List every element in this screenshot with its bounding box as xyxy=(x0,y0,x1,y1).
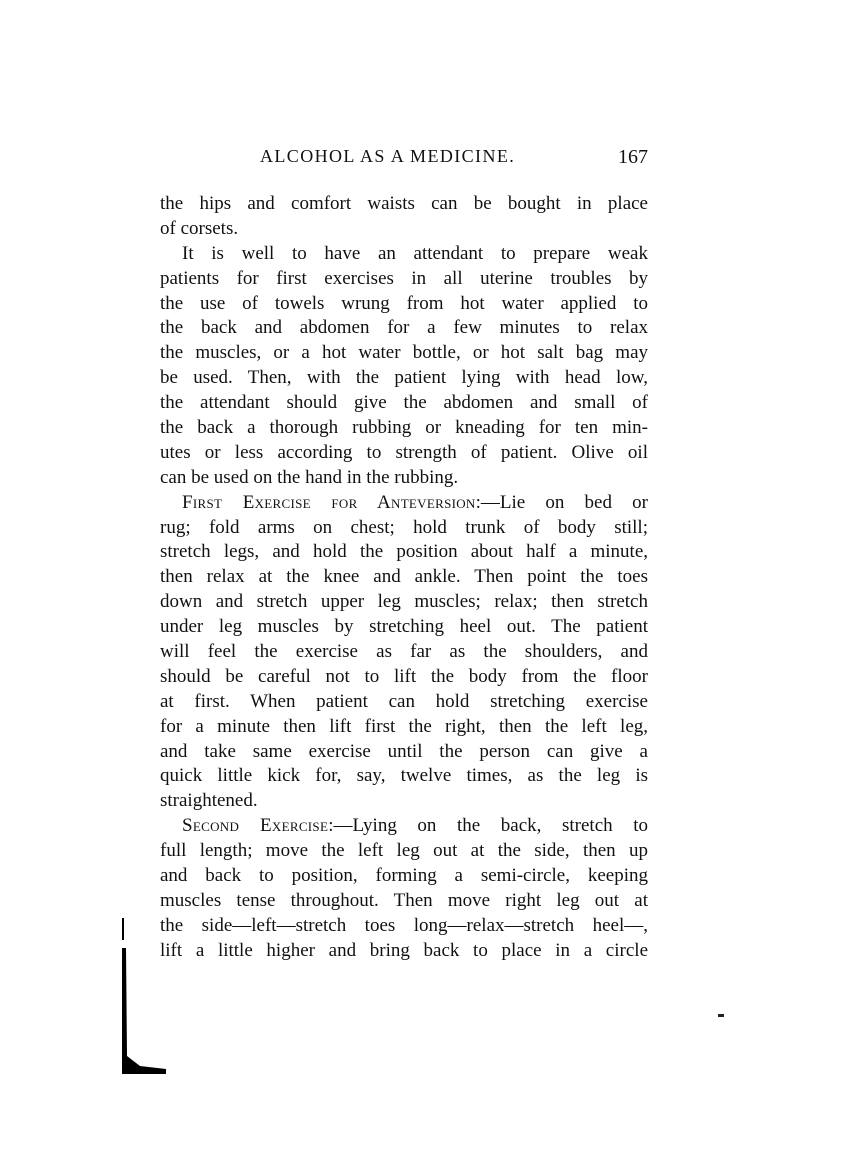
second-exercise-heading: Second Exercise xyxy=(182,815,329,837)
text-line: be used. Then, with the patient lying with head low, xyxy=(160,367,648,389)
text-line: and take same exercise until the person can give a xyxy=(160,740,648,762)
second-exercise-heading-line xyxy=(160,814,648,839)
text-line: the hips and comfort waists can be bought in place xyxy=(160,193,648,214)
text-line: stretch legs, and hold the position about half a minute, xyxy=(160,541,648,563)
text-line: should be careful not to lift the body from the floor xyxy=(160,665,648,687)
text-line: at first. When patient can hold stretching exercise xyxy=(160,690,648,712)
running-title: ALCOHOL AS A MEDICINE. xyxy=(260,146,516,166)
second-exercise-lead-text: :—Lying on the back, stretch to xyxy=(328,815,649,837)
first-exercise-lead-text: :—Lie on bed or xyxy=(475,491,648,513)
text-line: of corsets. xyxy=(160,217,239,239)
text-line: for a minute then lift first the right, then the left leg, xyxy=(160,715,648,737)
text-line: the back a thorough rubbing or kneading for ten min- xyxy=(160,417,648,439)
text-line: and back to position, forming a semi-circle, keeping xyxy=(160,865,648,887)
text-line: the use of towels wrung from hot water applied to xyxy=(160,292,648,314)
text-line: down and stretch upper leg muscles; relax; then stretch xyxy=(160,591,648,613)
text-line: utes or less according to strength of patient. Olive oil xyxy=(160,441,648,463)
body-text xyxy=(160,192,648,964)
text-line: will feel the exercise as far as the shoulders, and xyxy=(160,641,648,663)
text-line: then relax at the knee and ankle. Then point the toes xyxy=(160,566,648,588)
text-line: the muscles, or a hot water bottle, or hot salt bag may xyxy=(160,342,648,364)
text-line: quick little kick for, say, twelve times, as the leg is xyxy=(160,765,648,787)
text-line: the back and abdomen for a few minutes to relax xyxy=(160,317,648,339)
text-line: rug; fold arms on chest; hold trunk of body still; xyxy=(160,516,648,538)
scan-edge-mark xyxy=(122,918,124,940)
running-header xyxy=(160,146,648,176)
text-line: under leg muscles by stretching heel out. The patient xyxy=(160,616,648,638)
text-line: lift a little higher and bring back to place in a circle xyxy=(160,939,648,961)
text-line: the side—left—stretch toes long—relax—stretch heel—, xyxy=(160,914,648,936)
text-line: muscles tense throughout. Then move right leg out at xyxy=(160,889,648,911)
scan-edge-shadow xyxy=(122,948,166,1074)
text-line: It is well to have an attendant to prepare weak xyxy=(182,242,648,264)
text-line: the attendant should give the abdomen and small of xyxy=(160,392,648,414)
text-line: straightened. xyxy=(160,790,258,812)
first-exercise-heading-line xyxy=(160,491,648,516)
text-line: full length; move the left leg out at the side, then up xyxy=(160,840,648,862)
scan-speck xyxy=(718,1014,724,1017)
first-exercise-heading: First Exercise for Anteversion xyxy=(182,491,476,513)
text-line: patients for first exercises in all uterine troubles by xyxy=(160,267,648,289)
page-number: 167 xyxy=(618,146,648,168)
text-line: can be used on the hand in the rubbing. xyxy=(160,466,459,488)
